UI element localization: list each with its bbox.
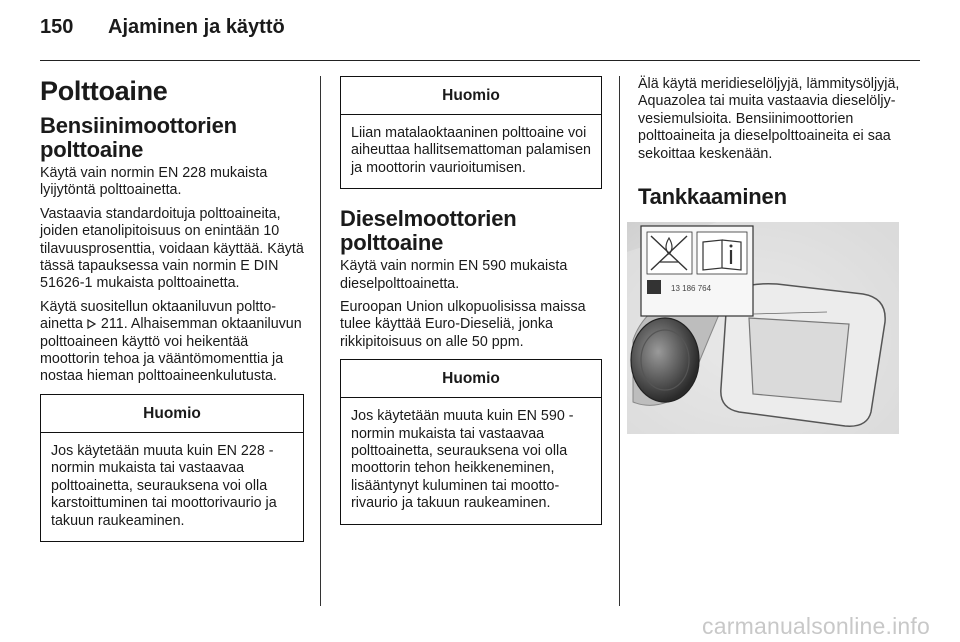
paragraph-text: Käytä suositellun oktaaniluvun polttoainetta	[40, 298, 277, 333]
column-2	[340, 76, 602, 543]
figure-code: 13 186 764	[671, 284, 712, 293]
paragraph	[40, 299, 304, 386]
chapter-title: Ajaminen ja käyttö	[108, 16, 285, 38]
notice-box	[340, 76, 602, 189]
notice-box	[40, 394, 304, 542]
page-header	[40, 16, 920, 56]
watermark: carmanualsonline.info	[702, 613, 930, 639]
notice-text: Jos käytetään muuta kuin EN 590 -normin mukaista tai vastaavaa polttoainetta, seurauksena voi olla moottorin tehon heikkeneminen, lisääntynyt kuluminen tai moottorivaurio ja takuun raukeaminen.	[351, 408, 574, 512]
header-divider	[40, 60, 920, 61]
column-1	[40, 76, 304, 542]
paragraph: Käytä vain normin EN 228 mukaista lyijytöntä polttoainetta.	[40, 165, 268, 199]
notice-text: Liian matalaoktaaninen polttoaine voi aiheuttaa hallitsemattoman palamisen ja moottorin vaurioitumisen.	[351, 125, 592, 176]
paragraph-text: . Alhaisemman oktaaniluvun polttoaineen käyttö voi heikentää moottorin tehoa ja vääntömomenttia ja nostaa hieman polttoaineenkulutusta.	[40, 316, 302, 385]
paragraph: Käytä vain normin EN 590 mukaista dieselpolttoainetta.	[340, 258, 568, 292]
notice-box	[340, 359, 602, 524]
page-reference-link[interactable]: 211	[100, 316, 124, 333]
page-number: 150	[40, 16, 74, 38]
column-divider-2	[619, 76, 620, 606]
refuelling-heading: Tankkaaminen	[638, 184, 787, 210]
diesel-fuel-heading: Dieselmoottorien polttoaine	[340, 206, 517, 256]
warning-label	[641, 226, 753, 316]
notice-title: Huomio	[341, 77, 601, 115]
notice-title: Huomio	[341, 360, 601, 398]
section-title: Polttoaine	[40, 76, 168, 106]
flap-door-inner	[749, 318, 849, 402]
paragraph: Vastaavia standardoituja polttoaineita, joiden etanolipitoisuus on enintään 10 tilavuusprosenttia, voidaan käyttää. Käytä tässä tapauksessa vain normin E DIN 51626-1 mukaista polttoainetta.	[40, 205, 304, 292]
column-3	[638, 76, 900, 212]
paragraph: Euroopan Union ulkopuolisissa maissa tulee käyttää Euro-Dieseliä, jonka rikkipitoisuus on alle 50 ppm.	[340, 299, 586, 350]
notice-title: Huomio	[41, 395, 303, 433]
fuel-filler-flap-illustration	[627, 222, 899, 434]
paragraph: Älä käytä meridieselöljyjä, lämmitysöljyjä, Aquazolea tai muita vastaavia dieselöljy-vesiemulsioita. Bensiinimoottorien polttoaineita ja dieselpolttoaineita ei saa sekoittaa keskenään.	[638, 76, 900, 162]
petrol-fuel-heading: Bensiinimoottorien polttoaine	[40, 113, 237, 162]
reference-arrow-icon	[87, 319, 97, 329]
notice-text: Jos käytetään muuta kuin EN 228 -normin mukaista tai vastaavaa polttoainetta, seurauksena voi olla karstoittuminen tai moottorivaurio ja takuun raukeaminen.	[51, 442, 277, 529]
column-divider-1	[320, 76, 321, 606]
